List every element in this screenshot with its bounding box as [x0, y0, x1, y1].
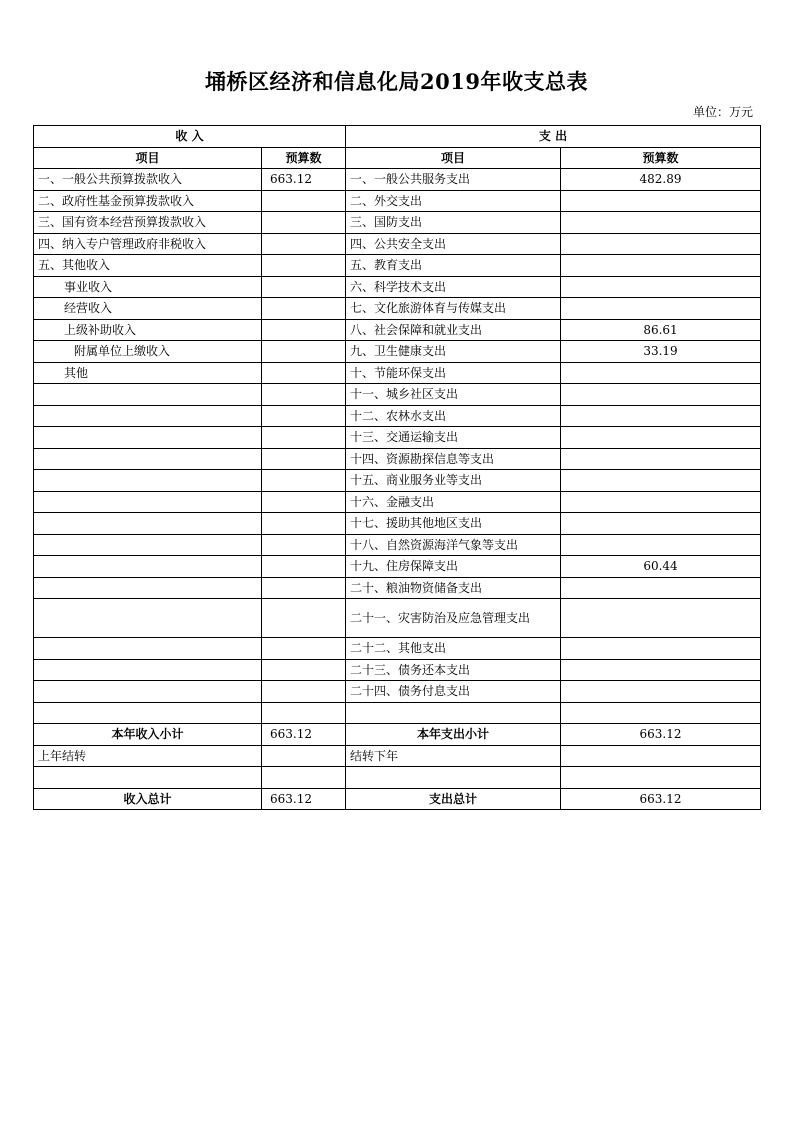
income-subtotal-value: 663.12: [262, 724, 346, 746]
expense-item: 十六、金融支出: [346, 491, 561, 513]
income-value: [262, 427, 346, 449]
table-row: [34, 577, 761, 599]
expense-item: 三、国防支出: [346, 212, 561, 234]
income-total-value: 663.12: [262, 788, 346, 810]
income-item: 三、国有资本经营预算拨款收入: [34, 212, 262, 234]
expense-value: [561, 405, 761, 427]
unit-label: 单位：万元: [692, 105, 753, 119]
income-value: [262, 233, 346, 255]
income-item: 五、其他收入: [34, 255, 262, 277]
expense-value: [561, 298, 761, 320]
table-row: [34, 212, 761, 234]
table-row: [34, 702, 761, 724]
income-item: [34, 405, 262, 427]
expense-value: [561, 276, 761, 298]
table-row: [34, 233, 761, 255]
income-value: [262, 659, 346, 681]
table-row: [34, 599, 761, 638]
table-row: [34, 638, 761, 660]
income-value: [262, 341, 346, 363]
expense-value: 86.61: [561, 319, 761, 341]
table-row: [34, 681, 761, 703]
income-value: [262, 255, 346, 277]
expense-item: 一、一般公共服务支出: [346, 169, 561, 191]
expense-item: 十四、资源勘探信息等支出: [346, 448, 561, 470]
page-title: 埇桥区经济和信息化局2019年收支总表: [205, 69, 588, 94]
income-value: [262, 362, 346, 384]
expense-item: 十五、商业服务业等支出: [346, 470, 561, 492]
expense-item: 二、外交支出: [346, 190, 561, 212]
income-item: [34, 556, 262, 578]
expense-item: 十、节能环保支出: [346, 362, 561, 384]
income-item: [34, 577, 262, 599]
table-row: [34, 298, 761, 320]
expense-value: [561, 384, 761, 406]
income-value: [262, 534, 346, 556]
income-item: 二、政府性基金预算拨款收入: [34, 190, 262, 212]
expense-item: 十九、住房保障支出: [346, 556, 561, 578]
table-row: [34, 169, 761, 191]
income-item: [34, 427, 262, 449]
income-item: 四、纳入专户管理政府非税收入: [34, 233, 262, 255]
expense-item: 八、社会保障和就业支出: [346, 319, 561, 341]
total-row: [34, 788, 761, 810]
budget-summary-table: [33, 125, 761, 810]
expense-value: [561, 255, 761, 277]
income-item: [34, 659, 262, 681]
expense-item: 二十三、债务还本支出: [346, 659, 561, 681]
expense-budget-header: 预算数: [561, 147, 761, 169]
income-item: 一、一般公共预算拨款收入: [34, 169, 262, 191]
income-value: [262, 212, 346, 234]
expense-item: 五、教育支出: [346, 255, 561, 277]
income-value: 663.12: [262, 169, 346, 191]
income-item: [34, 448, 262, 470]
income-total-label: 收入总计: [34, 788, 262, 810]
expense-value: [561, 362, 761, 384]
income-item-header: 项目: [34, 147, 262, 169]
subtotal-row: [34, 724, 761, 746]
expense-value: [561, 491, 761, 513]
table-row: [34, 255, 761, 277]
table-row: [34, 470, 761, 492]
expense-value: [561, 190, 761, 212]
income-item: [34, 534, 262, 556]
income-value: [262, 638, 346, 660]
income-value: [262, 190, 346, 212]
expense-total-value: 663.12: [561, 788, 761, 810]
income-item: 其他: [34, 362, 262, 384]
expense-item: 二十二、其他支出: [346, 638, 561, 660]
blank-cell: [34, 767, 262, 789]
expense-value: [561, 638, 761, 660]
expense-item: 十二、农林水支出: [346, 405, 561, 427]
income-value: [262, 577, 346, 599]
carry-row: [34, 745, 761, 767]
income-value: [262, 702, 346, 724]
expense-item: 二十一、灾害防治及应急管理支出: [346, 599, 561, 638]
table-row: [34, 513, 761, 535]
income-item: [34, 470, 262, 492]
income-value: [262, 470, 346, 492]
expense-item: 十七、援助其他地区支出: [346, 513, 561, 535]
income-value: [262, 556, 346, 578]
income-subtotal-label: 本年收入小计: [34, 724, 262, 746]
income-item: 经营收入: [34, 298, 262, 320]
blank-cell: [346, 767, 561, 789]
income-value: [262, 599, 346, 638]
expense-item: 十八、自然资源海洋气象等支出: [346, 534, 561, 556]
expense-value: [561, 427, 761, 449]
expense-total-label: 支出总计: [346, 788, 561, 810]
expense-item: 十三、交通运输支出: [346, 427, 561, 449]
table-row: [34, 427, 761, 449]
expense-value: [561, 212, 761, 234]
carry-in-label: 上年结转: [34, 745, 262, 767]
table-row: [34, 319, 761, 341]
income-value: [262, 513, 346, 535]
income-value: [262, 681, 346, 703]
expense-value: 482.89: [561, 169, 761, 191]
section-header-row: [34, 126, 761, 148]
expense-value: [561, 681, 761, 703]
expense-item: 九、卫生健康支出: [346, 341, 561, 363]
income-item: [34, 681, 262, 703]
income-value: [262, 319, 346, 341]
table-row: [34, 659, 761, 681]
income-item: [34, 638, 262, 660]
expense-value: [561, 702, 761, 724]
income-section-header: 收 入: [34, 126, 346, 148]
income-value: [262, 448, 346, 470]
expense-item: 七、文化旅游体育与传媒支出: [346, 298, 561, 320]
expense-item-header: 项目: [346, 147, 561, 169]
expense-item: 六、科学技术支出: [346, 276, 561, 298]
table-row: [34, 384, 761, 406]
expense-value: [561, 659, 761, 681]
table-row: [34, 362, 761, 384]
expense-item: 二十四、债务付息支出: [346, 681, 561, 703]
expense-value: [561, 577, 761, 599]
table-row: [34, 276, 761, 298]
expense-item: 四、公共安全支出: [346, 233, 561, 255]
blank-row: [34, 767, 761, 789]
table-row: [34, 341, 761, 363]
income-item: [34, 702, 262, 724]
expense-subtotal-value: 663.12: [561, 724, 761, 746]
income-value: [262, 384, 346, 406]
expense-value: [561, 534, 761, 556]
expense-value: [561, 470, 761, 492]
expense-value: 33.19: [561, 341, 761, 363]
expense-value: [561, 233, 761, 255]
income-item: [34, 599, 262, 638]
expense-section-header: 支 出: [346, 126, 761, 148]
blank-cell: [561, 767, 761, 789]
table-row: [34, 556, 761, 578]
expense-subtotal-label: 本年支出小计: [346, 724, 561, 746]
income-budget-header: 预算数: [262, 147, 346, 169]
table-row: [34, 405, 761, 427]
expense-value: [561, 513, 761, 535]
income-value: [262, 276, 346, 298]
expense-item: 二十、粮油物资储备支出: [346, 577, 561, 599]
income-item: 附属单位上缴收入: [34, 341, 262, 363]
income-item: [34, 513, 262, 535]
carry-out-label: 结转下年: [346, 745, 561, 767]
carry-in-value: [262, 745, 346, 767]
expense-item: 十一、城乡社区支出: [346, 384, 561, 406]
expense-item: [346, 702, 561, 724]
income-item: 上级补助收入: [34, 319, 262, 341]
table-row: [34, 534, 761, 556]
income-item: [34, 491, 262, 513]
income-item: 事业收入: [34, 276, 262, 298]
table-row: [34, 190, 761, 212]
table-row: [34, 448, 761, 470]
table-row: [34, 491, 761, 513]
income-value: [262, 491, 346, 513]
income-value: [262, 405, 346, 427]
income-item: [34, 384, 262, 406]
expense-value: [561, 599, 761, 638]
income-value: [262, 298, 346, 320]
expense-value: 60.44: [561, 556, 761, 578]
column-header-row: [34, 147, 761, 169]
blank-cell: [262, 767, 346, 789]
expense-value: [561, 448, 761, 470]
carry-out-value: [561, 745, 761, 767]
